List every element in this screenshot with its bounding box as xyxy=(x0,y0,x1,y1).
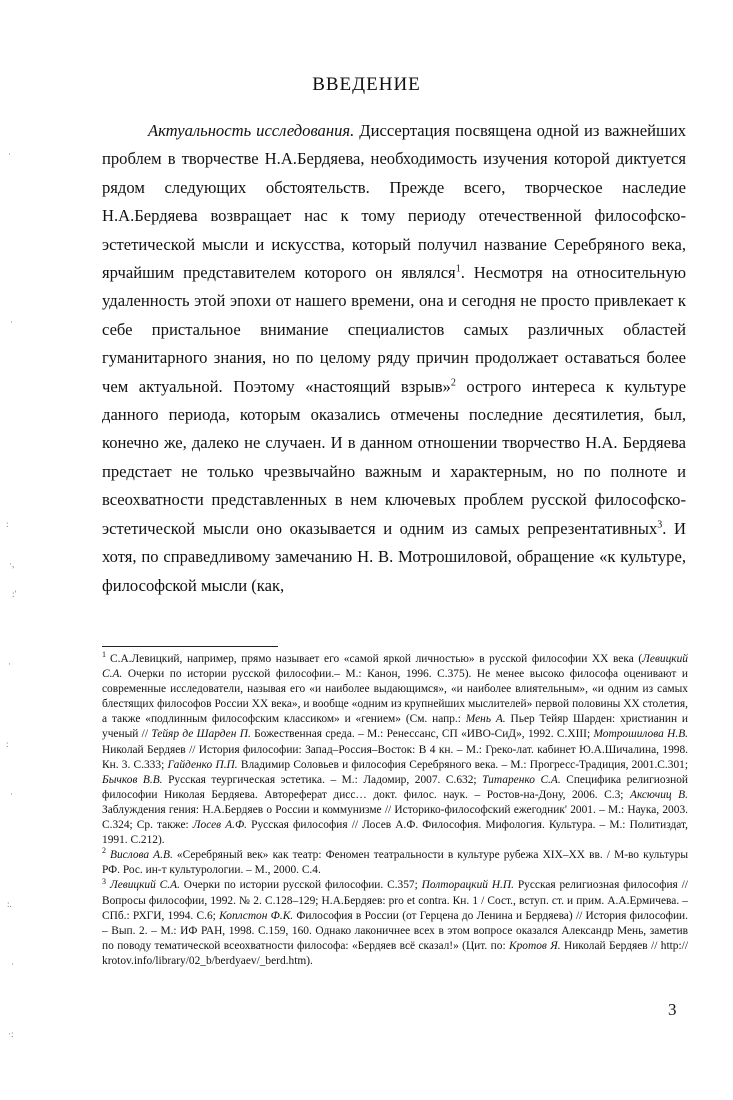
footnote-text: Николай Бердяев // История философии: Запад–Россия–Восток: В 4 кн. – М.: Греко-лат. кабинет Ю.А.Шичалина, 1998. Кн. 3. С.333; xyxy=(102,743,688,771)
scan-speck: : xyxy=(6,519,9,529)
footnote-text: Божественная среда. – М.: Ренессанс, СП «ИВО-СиД», 1992. С.XIII; xyxy=(250,728,594,741)
scan-speck: · xyxy=(8,149,11,159)
footnote-text: Владимир Соловьев и философия Серебряного века. – М.: Прогресс-Традиция, 2001.С.301; xyxy=(237,758,688,771)
footnote-author: Левицкий С.А. xyxy=(110,879,180,892)
scan-speck: ·, xyxy=(9,559,15,569)
footnote-author: Титаренко С.А. xyxy=(482,773,561,786)
chapter-title: ВВЕДЕНИЕ xyxy=(312,74,421,95)
footnote-number: 2 xyxy=(102,846,106,856)
footnote-2 xyxy=(102,848,688,878)
footnote-author: Вислова А.В. xyxy=(110,849,173,862)
footnote-author: Мотрошилова Н.В. xyxy=(593,728,688,741)
scan-speck: · xyxy=(8,659,11,669)
body-paragraph xyxy=(102,117,686,600)
body-text-part: острого интереса к культуре данного периода, которым оказались отмечены последние десятилетия, был, конечно же, далеко не случаен. И в данном отношении творчество Н.А. Бердяева предстает не только чрезвычайно важным и характерным, но по полноте и всеохватности представленных в нем ключевых проблем русской философско-эстетической мысли оно оказывается и одним из самых репрезентативных xyxy=(102,376,686,538)
scan-speck: ·: xyxy=(8,1029,14,1039)
footnote-text: «Серебряный век» как театр: Феномен театральности в культуре рубежа XIX–XX вв. / М-во культуры РФ. Рос. ин-т культурологии. – М., 2000. С.4. xyxy=(102,849,688,877)
footnote-text: Пьер Тейяр Шарден: христианин и ученый // xyxy=(102,713,688,741)
footnote-author: Мень А. xyxy=(465,713,506,726)
footnote-author: Коплстон Ф.К. xyxy=(219,909,294,922)
footnote-number: 1 xyxy=(102,650,106,660)
footnote-ref-2[interactable]: 2 xyxy=(450,377,456,389)
body-text-part: . И хотя, по справедливому замечанию Н. В. Мотрошиловой, обращение «к культуре, философской мысли (как, xyxy=(102,518,686,595)
footnote-author: Лосев А.Ф. xyxy=(192,819,248,832)
footnote-text: Философия в России (от Герцена до Ленина и Бердяева) // История философии. – Вып. 2. – М.: ИФ РАН, 1998. С.159, 160. Однако лаконичнее всех в этом вопросе оказался Александр Мень, заметив по поводу тематической всеохватности философа: «Бердяев всё сказал!» (Цит. по: xyxy=(102,909,688,952)
footnote-text: Николай Бердяев // http:// krotov.info/library/02_b/berdyaev/_berd.htm). xyxy=(102,939,688,967)
footnote-author: Тейяр де Шарден П. xyxy=(151,728,251,741)
footnote-text: С.А.Левицкий, например, прямо называет его «самой яркой личностью» в русской философии XX века ( xyxy=(110,653,643,665)
scan-speck: · xyxy=(10,789,13,799)
page-number: 3 xyxy=(668,1000,677,1019)
footnote-text: Специфика религиозной философии Николая Бердяева. Автореферат дисс… докт. филос. наук. – Ростов-на-Дону, 2006. С.3; xyxy=(102,773,688,801)
footnote-ref-1[interactable]: 1 xyxy=(455,263,461,275)
footnote-author: Кротов Я. xyxy=(509,939,561,952)
footnotes xyxy=(102,652,688,969)
lead-italic: Актуальность исследования. xyxy=(148,121,355,140)
footnote-author: Аксючиц В. xyxy=(630,788,688,801)
body-text-part: . Несмотря на относительную удаленность этой эпохи от нашего времени, она и сегодня не просто привлекает к себе пристальное внимание специалистов самых различных областей гуманитарного знания, но по целому ряду причин продолжает оставаться более чем актуальной. Поэтому «настоящий взрыв» xyxy=(102,263,686,396)
footnote-1 xyxy=(102,652,688,848)
footnote-text: Заблуждения гения: Н.А.Бердяев о России и коммунизме // Историко-философский ежегодник' 2001. – М.: Наука, 2003. С.324; Ср. также: xyxy=(102,803,688,832)
scan-speck: · xyxy=(10,317,13,327)
footnote-text: Русская религиозная философия // Вопросы философии, 1992. № 2. С.128–129; Н.А.Бердяев: pro et contra. Кн. 1 / Сост., вступ. ст. и прим. А.А.Ермичева. – СПб.: РХГИ, 1994. С.6; xyxy=(102,879,688,922)
footnote-author: Левицкий С.А. xyxy=(102,653,688,681)
scan-speck: :. xyxy=(7,899,12,909)
body-text-part: Диссертация посвящена одной из важнейших проблем в творчестве Н.А.Бердяева, необходимость изучения которой диктуется рядом следующих обстоятельств. Прежде всего, творческое наследие Н.А.Бердяева возвращает нас к тому периоду отечественной философско-эстетической мысли и искусства, который получил название Серебряного века, ярчайшим представителем которого он являлся xyxy=(102,121,687,283)
footnote-3 xyxy=(102,878,688,969)
footnote-author: Гайденко П.П. xyxy=(167,758,238,771)
footnote-ref-3[interactable]: 3 xyxy=(657,519,663,531)
scan-speck: : xyxy=(6,739,9,749)
footnote-separator xyxy=(102,646,278,647)
footnote-text: Русская философия // Лосев А.Ф. Философия. Мифология. Культура. – М.: Политиздат, 1991. С.212). xyxy=(102,819,689,847)
footnote-author: Полторацкий Н.П. xyxy=(421,879,514,892)
footnote-text: Очерки по истории русской философии. С.357; xyxy=(179,879,422,892)
footnote-author: Бычков В.В. xyxy=(102,773,163,786)
footnote-text: Русская теургическая эстетика. – М.: Ладомир, 2007. С.632; xyxy=(162,773,483,786)
footnote-text: Очерки по истории русской философии.– М.: Канон, 1996. С.375). Не менее высоко философа оценивают и современные исследователи, называя его «и наиболее выдающимся», «и наиболее влиятельным», «и одним из самых блестящих философов России XX века», и вообще «одним из крупнейших мыслителей» первой половины XX столетия, а также «подлинным философским классиком» и «гением» (См. напр.: xyxy=(102,668,688,726)
scan-speck: :' xyxy=(12,589,17,599)
footnote-number: 3 xyxy=(102,876,106,886)
scan-speck: · xyxy=(11,959,14,969)
